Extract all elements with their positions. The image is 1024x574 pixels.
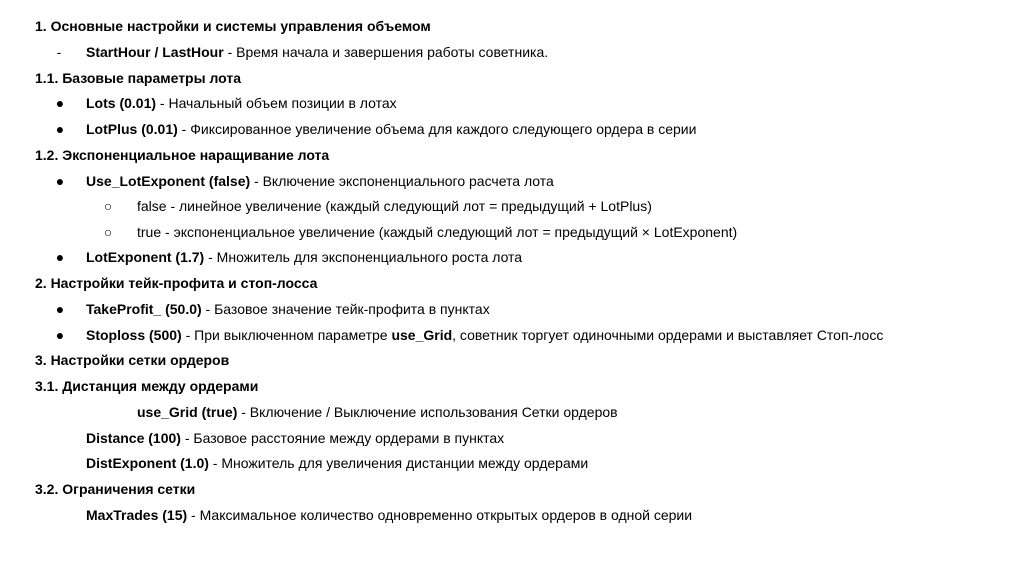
param-name: Lots (0.01): [86, 95, 157, 111]
param-name-inline: use_Grid: [391, 327, 453, 343]
section-3-heading: 3. Настройки сетки ордеров: [35, 352, 230, 368]
param-name: MaxTrades (15): [86, 507, 188, 523]
section-3-2-heading: 3.2. Ограничения сетки: [35, 481, 196, 497]
list-item-text: [86, 93, 397, 113]
circle-bullet-icon: ○: [103, 198, 113, 214]
section-2-heading: 2. Настройки тейк-профита и стоп-лосса: [35, 275, 318, 291]
list-item-text: [137, 402, 618, 422]
list-item-text: [86, 171, 554, 191]
param-name: Use_LotExponent (false): [86, 173, 251, 189]
list-item-text: [86, 119, 696, 139]
list-item-text: [86, 247, 522, 267]
bullet-icon: ●: [55, 327, 65, 343]
param-description-tail: , советник торгует одиночными ордерами и выставляет Стоп-лосс: [452, 327, 884, 343]
param-name: DistExponent (1.0): [86, 455, 209, 471]
param-name: LotPlus (0.01): [86, 121, 178, 137]
bullet-icon: ●: [55, 301, 65, 317]
param-name: use_Grid (true): [137, 404, 238, 420]
param-description: - Время начала и завершения работы советника.: [223, 44, 549, 60]
param-name: LotExponent (1.7): [86, 249, 205, 265]
dash-marker: -: [56, 44, 62, 60]
list-item-text: [86, 42, 548, 62]
param-name: Distance (100): [86, 430, 181, 446]
bullet-icon: ●: [55, 249, 65, 265]
param-description: - Множитель для увеличения дистанции между ордерами: [208, 455, 589, 471]
section-1-1-heading: 1.1. Базовые параметры лота: [35, 70, 242, 86]
sub-list-item-text: true - экспоненциальное увеличение (каждый следующий лот = предыдущий × LotExponent): [137, 224, 738, 240]
list-item-text: [86, 325, 883, 345]
bullet-icon: ●: [55, 121, 65, 137]
param-description: - Фиксированное увеличение объема для каждого следующего ордера в серии: [177, 121, 697, 137]
section-1-2-heading: 1.2. Экспоненциальное наращивание лота: [35, 147, 330, 163]
list-item-text: [86, 505, 692, 525]
bullet-icon: ●: [55, 173, 65, 189]
list-item-text: [86, 299, 490, 319]
list-item-text: [86, 428, 504, 448]
param-description: - Включение экспоненциального расчета лота: [250, 173, 554, 189]
section-1-heading: 1. Основные настройки и системы управления объемом: [35, 18, 431, 34]
param-description: - При выключенном параметре: [181, 327, 392, 343]
section-3-1-heading: 3.1. Дистанция между ордерами: [35, 378, 259, 394]
param-description: - Базовое значение тейк-профита в пунктах: [201, 301, 490, 317]
param-name: TakeProfit_ (50.0): [86, 301, 202, 317]
circle-bullet-icon: ○: [103, 224, 113, 240]
param-name: StartHour / LastHour: [86, 44, 224, 60]
list-item-text: [86, 453, 588, 473]
param-description: - Базовое расстояние между ордерами в пунктах: [180, 430, 505, 446]
param-description: - Включение / Выключение использования Сетки ордеров: [237, 404, 618, 420]
param-name: Stoploss (500): [86, 327, 182, 343]
sub-list-item-text: false - линейное увеличение (каждый следующий лот = предыдущий + LotPlus): [137, 198, 652, 214]
bullet-icon: ●: [55, 95, 65, 111]
param-description: - Максимальное количество одновременно открытых ордеров в одной серии: [187, 507, 693, 523]
param-description: - Начальный объем позиции в лотах: [156, 95, 397, 111]
param-description: - Множитель для экспоненциального роста лота: [204, 249, 523, 265]
